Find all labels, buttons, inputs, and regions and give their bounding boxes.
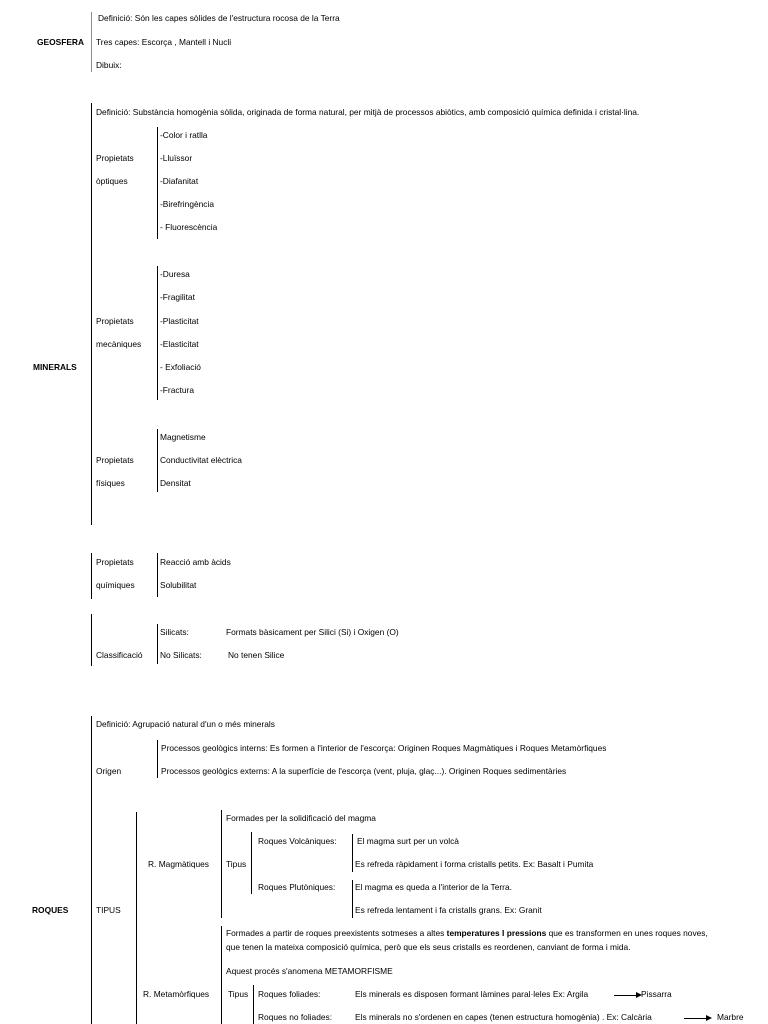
igneous-types-bracket (251, 832, 252, 894)
origin-label: Origen (96, 766, 122, 776)
mechanical-prop-item: -Fractura (160, 385, 194, 395)
non-silicates-description: No tenen Silice (228, 650, 285, 660)
metamorphic-label: R. Metamòrfiques (143, 989, 210, 999)
silicates-label: Silicats: (160, 627, 189, 637)
minerals-bracket (91, 103, 92, 525)
optical-prop-item: -Lluïssor (160, 153, 193, 163)
metamorphic-description-line1: Formades a partir de roques preexistents sotmeses a altes temperatures I pressions que es transformen en unes roques noves, (226, 928, 708, 938)
silicates-description: Formats bàsicament per Silici (Si) i Oxigen (O) (226, 627, 399, 637)
classification-outer-bracket (91, 614, 92, 666)
types-label: TIPUS (96, 905, 121, 915)
chemical-prop-item: Solubilitat (160, 580, 197, 590)
physical-prop-item: Conductivitat elèctrica (160, 455, 242, 465)
chemical-props-bracket (157, 553, 158, 597)
foliated-result: Pissarra (641, 989, 672, 999)
non-silicates-label: No Silicats: (160, 650, 202, 660)
chemical-prop-item: Reacció amb àcids (160, 557, 231, 567)
plutonic-rocks-label: Roques Plutòniques: (258, 882, 336, 892)
plutonic-desc-2: Es refreda lentament i fa cristalls grans. Ex: Granit (355, 905, 542, 915)
mechanical-prop-item: -Plasticitat (160, 316, 199, 326)
classification-label: Classificació (96, 650, 143, 660)
mechanical-prop-item: -Fragilitat (160, 292, 195, 302)
foliated-arrow-icon (614, 995, 640, 996)
mechanical-prop-item: -Duresa (160, 269, 190, 279)
optical-props-label-2: òptiques (96, 176, 128, 186)
chemical-outer-bracket (91, 553, 92, 599)
mechanical-prop-item: - Exfoliació (160, 362, 201, 372)
igneous-bracket (221, 810, 222, 918)
origin-external: Processos geològics externs: A la superfície de l'escorça (vent, pluja, glaç...). Originen Roques sedimentàries (161, 766, 567, 776)
volcanic-desc-1: El magma surt per un volcà (357, 836, 459, 846)
optical-prop-item: -Birefringència (160, 199, 214, 209)
classification-bracket (157, 624, 158, 664)
roques-bracket (91, 716, 92, 1024)
physical-prop-item: Magnetisme (160, 432, 206, 442)
optical-props-label-1: Propietats (96, 153, 134, 163)
physical-prop-item: Densitat (160, 478, 191, 488)
volcanic-bracket (352, 834, 353, 872)
non-foliated-description: Els minerals no s'ordenen en capes (tenen estructura homogènia) . Ex: Calcària (355, 1012, 652, 1022)
optical-prop-item: -Color i ratlla (160, 130, 208, 140)
metamorphic-types-bracket (253, 985, 254, 1024)
mechanical-props-label-1: Propietats (96, 316, 134, 326)
metamorphic-bracket (221, 926, 222, 1024)
origin-bracket (157, 740, 158, 778)
metamorphism-process: Aquest procés s'anomena METAMORFISME (226, 966, 393, 976)
roques-label: ROQUES (32, 905, 69, 915)
non-foliated-rocks-label: Roques no foliades: (258, 1012, 333, 1022)
igneous-label: R. Magmàtiques (148, 859, 209, 869)
volcanic-rocks-label: Roques Volcàniques: (258, 836, 337, 846)
igneous-description: Formades per la solidificació del magma (226, 813, 376, 823)
plutonic-desc-1: El magma es queda a l'interior de la Terra. (355, 882, 512, 892)
geosfera-definition: Definició: Són les capes sòlides de l'estructura rocosa de la Terra (98, 13, 340, 23)
optical-prop-item: -Diafanitat (160, 176, 199, 186)
non-foliated-arrow-icon (684, 1018, 710, 1019)
physical-props-label-1: Propietats (96, 455, 134, 465)
mechanical-props-label-2: mecàniques (96, 339, 142, 349)
physical-props-bracket (157, 429, 158, 492)
geosfera-drawing-label: Dibuix: (96, 60, 122, 70)
geosfera-layers: Tres capes: Escorça , Mantell i Nucli (96, 37, 232, 47)
mechanical-prop-item: -Elasticitat (160, 339, 199, 349)
metamorphic-description-line2: que tenen la mateixa composició química, però que els seus cristalls es reordenen, canviant de forma i mida. (226, 942, 631, 952)
roques-definition: Definició: Agrupació natural d'un o més minerals (96, 719, 275, 729)
foliated-description: Els minerals es disposen formant làmines paral·leles Ex: Argila (355, 989, 589, 999)
optical-prop-item: - Fluorescència (160, 222, 218, 232)
origin-internal: Processos geològics interns: Es formen a l'interior de l'escorça: Originen Roques Magmàtiques i Roques Metamòrfiques (161, 743, 607, 753)
types-bracket (136, 812, 137, 1024)
metamorphic-types-label: Tipus (228, 989, 249, 999)
physical-props-label-2: físiques (96, 478, 125, 488)
foliated-rocks-label: Roques foliades: (258, 989, 321, 999)
geosfera-label: GEOSFERA (37, 37, 84, 47)
geosfera-bracket (91, 12, 92, 72)
plutonic-bracket (352, 880, 353, 918)
chemical-props-label-2: químiques (96, 580, 135, 590)
mechanical-props-bracket (157, 266, 158, 400)
non-foliated-result: Marbre (717, 1012, 744, 1022)
minerals-definition: Definició: Substància homogènia sòlida, originada de forma natural, per mitjà de processos abiòtics, amb composició química definida i cristal·lina. (96, 107, 640, 117)
igneous-types-label: Tipus (226, 859, 247, 869)
volcanic-desc-2: Es refreda ràpidament i forma cristalls petits. Ex: Basalt i Pumita (355, 859, 594, 869)
optical-props-bracket (157, 127, 158, 239)
minerals-label: MINERALS (33, 362, 77, 372)
chemical-props-label-1: Propietats (96, 557, 134, 567)
